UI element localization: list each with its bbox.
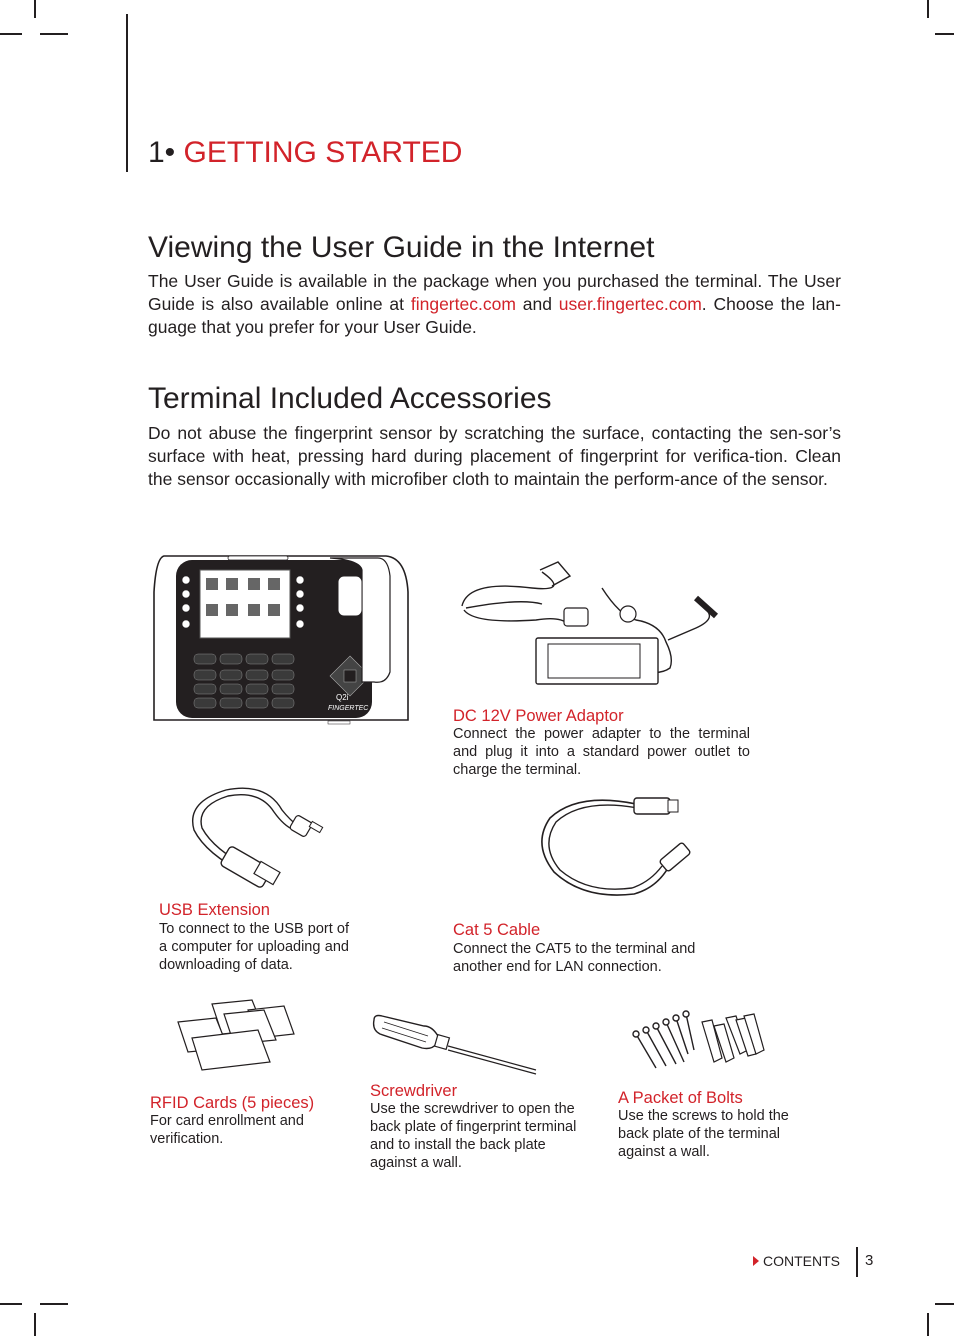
section-heading-user-guide: Viewing the User Guide in the Internet (148, 231, 655, 264)
bolts-desc: Use the screws to hold the back plate of the terminal against a wall. (618, 1108, 789, 1160)
crop-mark (927, 1313, 929, 1336)
fingertec-link[interactable]: fingertec.com (410, 294, 516, 314)
chapter-number: 1• (148, 136, 176, 169)
crop-mark (935, 1303, 954, 1305)
user-fingertec-link[interactable]: user.fingertec.com (558, 294, 702, 314)
bolts-title: A Packet of Bolts (618, 1089, 743, 1107)
contents-label: CONTENTS (763, 1253, 840, 1269)
contents-link[interactable] (753, 1253, 840, 1269)
terminal-illustration (150, 552, 412, 732)
screwdriver-desc: Use the screwdriver to open the back plate of fingerprint terminal and to install the back plate against a wall. (370, 1101, 577, 1171)
power-adaptor-title: DC 12V Power Adaptor (453, 707, 624, 725)
terminal-model-label: Q2i (336, 693, 349, 702)
cat5-cable-desc: Connect the CAT5 to the terminal and another end for LAN connection. (453, 941, 696, 975)
cat5-cable-illustration (538, 796, 696, 902)
power-adaptor-desc: Connect the power adapter to the terminal and plug it into a standard power outlet to charge the terminal. (453, 726, 750, 778)
paragraph-text: . Choose the lan-guage that you prefer for your User Guide. (148, 294, 841, 337)
terminal-brand-label: FINGERTEC (328, 705, 369, 712)
accessories-paragraph: Do not abuse the fingerprint sensor by scratching the surface, contacting the sen-sor’s surface with heat, pressing hard during placement of fingerprint for verifica-tion. Clean the sensor occasionally with microfiber cloth to maintain the perform-ance of the sensor. (148, 423, 841, 489)
crop-mark (40, 1303, 68, 1305)
crop-mark (34, 0, 36, 18)
footer-divider (856, 1247, 858, 1277)
crop-mark (927, 0, 929, 18)
crop-mark (0, 1303, 22, 1305)
usb-extension-illustration (186, 784, 328, 892)
usb-extension-desc: To connect to the USB port of a computer for uploading and downloading of data. (159, 921, 349, 973)
screwdriver-illustration (370, 1014, 540, 1076)
chapter-bar (126, 14, 128, 172)
user-guide-paragraph (148, 270, 841, 339)
chapter-heading (148, 135, 462, 171)
paragraph-text: and (515, 294, 559, 314)
page-number: 3 (865, 1252, 874, 1269)
paragraph-text: The User Guide is available in the package when you purchased the terminal. The User Guide is also available online at (148, 271, 841, 314)
crop-mark (34, 1313, 36, 1336)
rfid-cards-desc: For card enrollment and verification. (150, 1113, 304, 1147)
crop-mark (0, 33, 22, 35)
rfid-cards-illustration (172, 1000, 298, 1074)
crop-mark (40, 33, 68, 35)
cat5-cable-title: Cat 5 Cable (453, 921, 541, 939)
power-adaptor-illustration (460, 558, 722, 688)
screwdriver-title: Screwdriver (370, 1082, 458, 1100)
chapter-title: GETTING STARTED (183, 136, 463, 169)
rfid-cards-title: RFID Cards (5 pieces) (150, 1094, 315, 1112)
bolts-illustration (630, 1010, 770, 1074)
crop-mark (935, 33, 954, 35)
triangle-right-icon (753, 1256, 759, 1266)
usb-extension-title: USB Extension (159, 901, 270, 919)
section-heading-accessories: Terminal Included Accessories (148, 382, 552, 415)
